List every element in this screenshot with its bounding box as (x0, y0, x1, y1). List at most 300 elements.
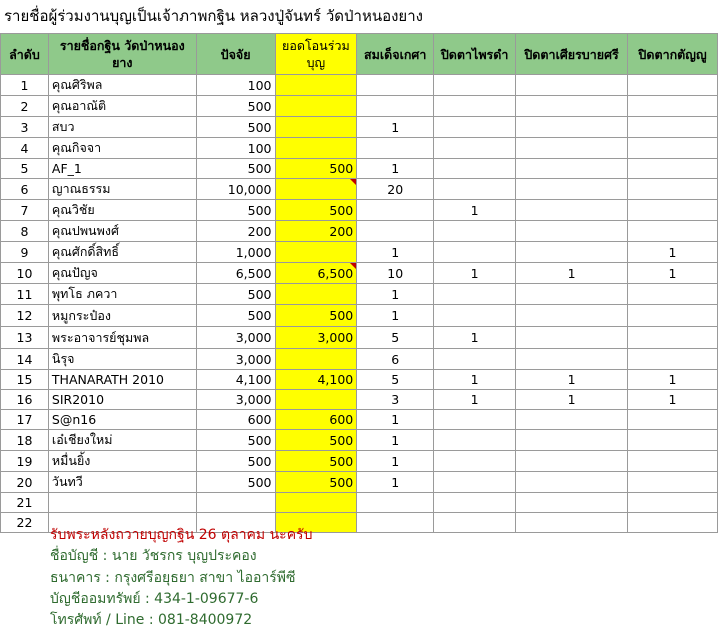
cell-amount[interactable] (196, 221, 275, 242)
cell-name-value: สบว (51, 119, 75, 134)
cell-no-value: 12 (16, 308, 33, 323)
cell-amount-value: 500 (247, 202, 272, 218)
cell-transfer[interactable] (275, 284, 357, 305)
cell-name-value: หมูกระป๋อง (51, 307, 111, 323)
cell-amount-value: 200 (247, 223, 272, 239)
cell-no-value: 1 (20, 77, 29, 93)
cell-name-value: คุณอาณัติ (51, 98, 107, 113)
cell-amount-value: 500 (247, 119, 272, 135)
cell-col1-value: 1 (391, 432, 400, 448)
cell-no-value: 3 (20, 119, 29, 135)
cell-col1-value: 5 (391, 372, 400, 387)
cell-transfer[interactable] (275, 305, 357, 327)
cell-transfer-value: 200 (329, 223, 354, 239)
cell-amount-value: 500 (247, 98, 272, 114)
cell-col1-value: 1 (391, 244, 400, 260)
cell-name-value: วันทวี (51, 474, 83, 489)
cell-col2[interactable] (434, 327, 516, 349)
cell-col4[interactable] (628, 75, 718, 96)
cell-col3[interactable] (516, 370, 628, 390)
table-row (1, 179, 718, 200)
cell-no[interactable] (1, 221, 49, 242)
table-row (1, 75, 718, 96)
cell-no-value: 10 (16, 265, 33, 281)
cell-transfer[interactable] (275, 493, 357, 513)
cell-name-value: คุณศักดิ์สิทธิ์ (51, 244, 119, 259)
cell-col3[interactable] (516, 349, 628, 370)
donor-table (0, 33, 718, 533)
cell-col3[interactable] (516, 117, 628, 138)
cell-no[interactable] (1, 493, 49, 513)
cell-transfer[interactable] (275, 242, 357, 263)
cell-no[interactable] (1, 305, 49, 327)
cell-col3[interactable] (516, 221, 628, 242)
header-transfer[interactable]: ยอดโอนร่วมบุญ (275, 34, 357, 75)
cell-col4[interactable] (628, 221, 718, 242)
cell-amount[interactable] (196, 242, 275, 263)
cell-col1-value: 1 (391, 286, 400, 302)
cell-col1[interactable] (357, 117, 434, 138)
cell-col4[interactable] (628, 513, 718, 533)
cell-col3[interactable] (516, 390, 628, 410)
cell-col4[interactable] (628, 430, 718, 451)
cell-name[interactable] (48, 159, 196, 179)
cell-transfer[interactable] (275, 75, 357, 96)
cell-no[interactable] (1, 284, 49, 305)
cell-col1[interactable] (357, 75, 434, 96)
cell-col2[interactable] (434, 430, 516, 451)
cell-col2[interactable] (434, 493, 516, 513)
cell-amount[interactable] (196, 159, 275, 179)
cell-col3[interactable] (516, 284, 628, 305)
cell-amount-value: 10,000 (227, 181, 272, 197)
cell-amount-value: 500 (247, 474, 272, 490)
cell-col3-value: 1 (567, 372, 576, 387)
cell-name[interactable] (48, 370, 196, 390)
cell-amount-value: 500 (247, 453, 272, 469)
cell-no[interactable] (1, 370, 49, 390)
cell-col1[interactable] (357, 284, 434, 305)
cell-amount[interactable] (196, 472, 275, 493)
table-row (1, 263, 718, 284)
account-name[interactable]: ชื่อบัญชี : นาย วัชรกร บุญประคอง (50, 548, 257, 564)
cell-col3[interactable] (516, 263, 628, 284)
cell-no[interactable] (1, 390, 49, 410)
cell-name[interactable] (48, 179, 196, 200)
cell-no-value: 7 (20, 202, 29, 218)
cell-transfer[interactable] (275, 263, 357, 284)
cell-col2-value: 1 (470, 265, 479, 281)
cell-name-value: คุณศิริพล (51, 77, 103, 92)
cell-no[interactable] (1, 513, 49, 533)
cell-col2[interactable] (434, 263, 516, 284)
cell-amount-value: 6,500 (235, 265, 272, 281)
cell-name[interactable] (48, 284, 196, 305)
cell-amount[interactable] (196, 179, 275, 200)
cell-col3[interactable] (516, 430, 628, 451)
cell-name-value: SIR2010 (51, 392, 105, 407)
cell-no[interactable] (1, 327, 49, 349)
cell-col4[interactable] (628, 305, 718, 327)
cell-name-value: เอ๋เชียงใหม่ (51, 432, 113, 447)
cell-col1-value: 6 (391, 351, 400, 367)
cell-no-value: 18 (16, 432, 33, 448)
comment-marker-icon[interactable] (350, 263, 356, 269)
cell-transfer-value: 4,100 (317, 372, 354, 387)
table-row (1, 117, 718, 138)
cell-amount[interactable] (196, 200, 275, 221)
cell-transfer[interactable] (275, 138, 357, 159)
cell-col2[interactable] (434, 305, 516, 327)
header-col3[interactable]: ปิดตาเศียรบายศรี (516, 34, 628, 75)
table-row (1, 430, 718, 451)
cell-col1[interactable] (357, 493, 434, 513)
header-amount[interactable]: ปัจจัย (196, 34, 275, 75)
cell-no-value: 5 (20, 161, 29, 176)
cell-name-value: S@n16 (51, 412, 97, 427)
cell-col2[interactable] (434, 117, 516, 138)
cell-col4[interactable] (628, 242, 718, 263)
comment-marker-icon[interactable] (350, 179, 356, 185)
cell-col2[interactable] (434, 410, 516, 430)
cell-col3[interactable] (516, 200, 628, 221)
cell-no[interactable] (1, 75, 49, 96)
cell-name-value: คุณปัญจ (51, 265, 98, 280)
cell-amount[interactable] (196, 263, 275, 284)
cell-col4-value: 1 (668, 372, 677, 387)
cell-no[interactable] (1, 472, 49, 493)
cell-col1-value: 1 (391, 161, 400, 176)
cell-amount-value: 500 (247, 432, 272, 448)
cell-col1-value: 1 (391, 453, 400, 469)
cell-name[interactable] (48, 200, 196, 221)
cell-amount[interactable] (196, 349, 275, 370)
table-row (1, 349, 718, 370)
cell-col3[interactable] (516, 305, 628, 327)
table-row (1, 493, 718, 513)
sheet-title[interactable]: รายชื่อผู้ร่วมงานบุญเป็นเจ้าภาพกฐิน หลวงปู่จันทร์ วัดป่าหนองยาง (4, 7, 423, 25)
cell-col2[interactable] (434, 242, 516, 263)
cell-transfer-value: 500 (329, 432, 354, 448)
cell-col2[interactable] (434, 451, 516, 472)
cell-no-value: 8 (20, 223, 29, 239)
cell-col3[interactable] (516, 493, 628, 513)
cell-col3[interactable] (516, 451, 628, 472)
cell-amount-value: 1,000 (235, 244, 272, 260)
table-row (1, 284, 718, 305)
table-row (1, 242, 718, 263)
cell-transfer[interactable] (275, 327, 357, 349)
cell-col4-value: 1 (668, 265, 677, 281)
cell-col1-value: 20 (387, 181, 404, 197)
cell-no-value: 22 (16, 515, 33, 530)
cell-transfer-value: 600 (329, 412, 354, 427)
footer-note[interactable]: รับพระหลังถวายบุญกฐิน 26 ตุลาคม นะครับ (50, 527, 313, 543)
cell-name[interactable] (48, 117, 196, 138)
cell-no[interactable] (1, 96, 49, 117)
cell-col3[interactable] (516, 96, 628, 117)
cell-amount-value: 3,000 (235, 330, 272, 345)
cell-transfer[interactable] (275, 349, 357, 370)
cell-transfer-value: 500 (329, 202, 354, 218)
cell-col1[interactable] (357, 349, 434, 370)
cell-col4-value: 1 (668, 244, 677, 260)
cell-name[interactable] (48, 410, 196, 430)
cell-name[interactable] (48, 430, 196, 451)
cell-col4[interactable] (628, 96, 718, 117)
table-row (1, 410, 718, 430)
cell-name[interactable] (48, 390, 196, 410)
cell-col4[interactable] (628, 179, 718, 200)
cell-amount[interactable] (196, 117, 275, 138)
cell-col2-value: 1 (470, 372, 479, 387)
cell-no[interactable] (1, 179, 49, 200)
cell-name[interactable] (48, 221, 196, 242)
cell-name[interactable] (48, 493, 196, 513)
cell-no[interactable] (1, 263, 49, 284)
cell-no-value: 9 (20, 244, 29, 260)
cell-amount[interactable] (196, 305, 275, 327)
cell-no-value: 11 (16, 286, 33, 302)
cell-col4[interactable] (628, 410, 718, 430)
cell-name[interactable] (48, 263, 196, 284)
cell-col3[interactable] (516, 138, 628, 159)
cell-col2[interactable] (434, 179, 516, 200)
cell-col1[interactable] (357, 430, 434, 451)
cell-col4[interactable] (628, 263, 718, 284)
cell-amount-value: 500 (247, 286, 272, 302)
cell-col3[interactable] (516, 179, 628, 200)
cell-no-value: 20 (16, 474, 33, 490)
cell-amount[interactable] (196, 410, 275, 430)
cell-amount[interactable] (196, 96, 275, 117)
cell-col4[interactable] (628, 200, 718, 221)
cell-transfer[interactable] (275, 159, 357, 179)
cell-no-value: 21 (16, 495, 33, 510)
cell-amount[interactable] (196, 451, 275, 472)
cell-name-value: ญาณธรรม (51, 181, 111, 196)
cell-col4[interactable] (628, 327, 718, 349)
cell-name-value: นิรุจ (51, 351, 75, 366)
cell-name-value: พุทโธ ภควา (51, 286, 118, 301)
cell-col3[interactable] (516, 410, 628, 430)
cell-name[interactable] (48, 138, 196, 159)
cell-name-value: พระอาจารย์ชุมพล (51, 329, 150, 345)
cell-transfer-value: 500 (329, 453, 354, 469)
cell-name-value: คุณวิชัย (51, 202, 95, 217)
cell-col4[interactable] (628, 117, 718, 138)
cell-col3[interactable] (516, 75, 628, 96)
cell-no-value: 15 (16, 372, 33, 387)
cell-no-value: 19 (16, 453, 33, 469)
cell-name[interactable] (48, 349, 196, 370)
cell-no-value: 4 (20, 140, 29, 156)
cell-no[interactable] (1, 349, 49, 370)
cell-no[interactable] (1, 138, 49, 159)
cell-amount-value: 3,000 (235, 351, 272, 367)
phone-line[interactable]: โทรศัพท์ / Line : 081-8400972 (50, 612, 253, 628)
cell-amount-value: 600 (247, 412, 272, 427)
cell-amount[interactable] (196, 75, 275, 96)
cell-col2[interactable] (434, 390, 516, 410)
cell-name[interactable] (48, 472, 196, 493)
cell-col2[interactable] (434, 472, 516, 493)
cell-amount[interactable] (196, 138, 275, 159)
cell-transfer[interactable] (275, 200, 357, 221)
cell-col2[interactable] (434, 284, 516, 305)
cell-no[interactable] (1, 430, 49, 451)
header-col2[interactable]: ปิดตาไพรดำ (434, 34, 516, 75)
cell-amount[interactable] (196, 390, 275, 410)
cell-col4[interactable] (628, 472, 718, 493)
cell-col1-value: 1 (391, 412, 400, 427)
cell-col1[interactable] (357, 221, 434, 242)
cell-col1[interactable] (357, 305, 434, 327)
cell-col4-value: 1 (668, 392, 677, 407)
cell-no-value: 6 (20, 181, 29, 197)
cell-col3[interactable] (516, 327, 628, 349)
cell-col2[interactable] (434, 221, 516, 242)
cell-amount[interactable] (196, 284, 275, 305)
cell-name[interactable] (48, 305, 196, 327)
cell-name-value: THANARATH 2010 (51, 372, 164, 387)
cell-amount-value: 3,000 (235, 392, 272, 407)
cell-name-value: AF_1 (51, 161, 82, 176)
table-row (1, 370, 718, 390)
cell-transfer[interactable] (275, 221, 357, 242)
cell-col1[interactable] (357, 96, 434, 117)
cell-col4[interactable] (628, 284, 718, 305)
cell-no-value: 16 (16, 392, 33, 407)
header-col4[interactable]: ปิดตากตัญญู (628, 34, 718, 75)
cell-no[interactable] (1, 410, 49, 430)
cell-name-value: คุณกิจจา (51, 140, 102, 155)
cell-no[interactable] (1, 200, 49, 221)
cell-transfer[interactable] (275, 390, 357, 410)
header-name[interactable]: รายชื่อกฐิน วัดป่าหนองยาง (48, 34, 196, 75)
cell-amount-value: 500 (247, 161, 272, 176)
cell-amount[interactable] (196, 370, 275, 390)
cell-col2[interactable] (434, 370, 516, 390)
cell-col1[interactable] (357, 138, 434, 159)
cell-col4[interactable] (628, 349, 718, 370)
cell-col1[interactable] (357, 327, 434, 349)
cell-no-value: 2 (20, 98, 29, 114)
cell-no[interactable] (1, 117, 49, 138)
cell-name-value: หมื่นยิ้ง (51, 453, 91, 468)
cell-col1[interactable] (357, 451, 434, 472)
cell-col4[interactable] (628, 159, 718, 179)
cell-col1-value: 10 (387, 265, 404, 281)
cell-transfer[interactable] (275, 430, 357, 451)
bank-name[interactable]: ธนาคาร : กรุงศรีอยุธยา สาขา ไออาร์พีซี (50, 570, 296, 586)
cell-col4[interactable] (628, 138, 718, 159)
cell-col3-value: 1 (567, 392, 576, 407)
cell-col1[interactable] (357, 263, 434, 284)
cell-col2[interactable] (434, 75, 516, 96)
table-row (1, 221, 718, 242)
cell-col1[interactable] (357, 159, 434, 179)
cell-col1[interactable] (357, 370, 434, 390)
cell-col2-value: 1 (470, 392, 479, 407)
cell-name[interactable] (48, 451, 196, 472)
cell-name[interactable] (48, 242, 196, 263)
cell-amount[interactable] (196, 430, 275, 451)
cell-amount[interactable] (196, 493, 275, 513)
cell-col2[interactable] (434, 96, 516, 117)
cell-col1[interactable] (357, 410, 434, 430)
cell-transfer-value: 3,000 (317, 330, 354, 345)
cell-col4[interactable] (628, 370, 718, 390)
table-row (1, 327, 718, 349)
cell-col1-value: 5 (391, 330, 400, 345)
cell-col1[interactable] (357, 242, 434, 263)
cell-col2[interactable] (434, 513, 516, 533)
cell-col3[interactable] (516, 472, 628, 493)
cell-col1-value: 1 (391, 119, 400, 135)
cell-col4[interactable] (628, 451, 718, 472)
table-row (1, 390, 718, 410)
cell-col1[interactable] (357, 200, 434, 221)
cell-amount-value: 100 (247, 77, 272, 93)
cell-name[interactable] (48, 75, 196, 96)
cell-no[interactable] (1, 159, 49, 179)
cell-transfer[interactable] (275, 370, 357, 390)
cell-col1[interactable] (357, 390, 434, 410)
header-col1[interactable]: สมเด็จเกศา (357, 34, 434, 75)
cell-col2[interactable] (434, 349, 516, 370)
cell-col1[interactable] (357, 472, 434, 493)
cell-col4[interactable] (628, 493, 718, 513)
table-row (1, 138, 718, 159)
cell-col2[interactable] (434, 200, 516, 221)
cell-transfer[interactable] (275, 96, 357, 117)
cell-no-value: 13 (16, 330, 33, 345)
cell-no-value: 14 (16, 351, 33, 367)
cell-col3[interactable] (516, 242, 628, 263)
cell-transfer-value: 500 (329, 161, 354, 176)
table-row (1, 305, 718, 327)
cell-col2-value: 1 (470, 202, 479, 218)
cell-transfer[interactable] (275, 117, 357, 138)
account-number[interactable]: บัญชีออมทรัพย์ : 434-1-09677-6 (50, 591, 259, 607)
cell-transfer[interactable] (275, 410, 357, 430)
cell-col3[interactable] (516, 159, 628, 179)
cell-amount[interactable] (196, 327, 275, 349)
cell-no[interactable] (1, 242, 49, 263)
cell-no[interactable] (1, 451, 49, 472)
cell-transfer[interactable] (275, 179, 357, 200)
cell-amount-value: 500 (247, 308, 272, 323)
header-no[interactable]: ลำดับ (1, 34, 49, 75)
cell-transfer[interactable] (275, 451, 357, 472)
cell-name[interactable] (48, 96, 196, 117)
cell-col4[interactable] (628, 390, 718, 410)
table-row (1, 96, 718, 117)
table-row (1, 451, 718, 472)
cell-transfer[interactable] (275, 472, 357, 493)
cell-name[interactable] (48, 327, 196, 349)
cell-col1[interactable] (357, 179, 434, 200)
cell-col2[interactable] (434, 138, 516, 159)
cell-col3[interactable] (516, 513, 628, 533)
cell-col1[interactable] (357, 513, 434, 533)
cell-amount-value: 4,100 (235, 372, 272, 387)
cell-col1-value: 1 (391, 308, 400, 323)
cell-name-value: คุณปพนพงศ์ (51, 223, 119, 238)
cell-col2[interactable] (434, 159, 516, 179)
cell-col2-value: 1 (470, 330, 479, 345)
